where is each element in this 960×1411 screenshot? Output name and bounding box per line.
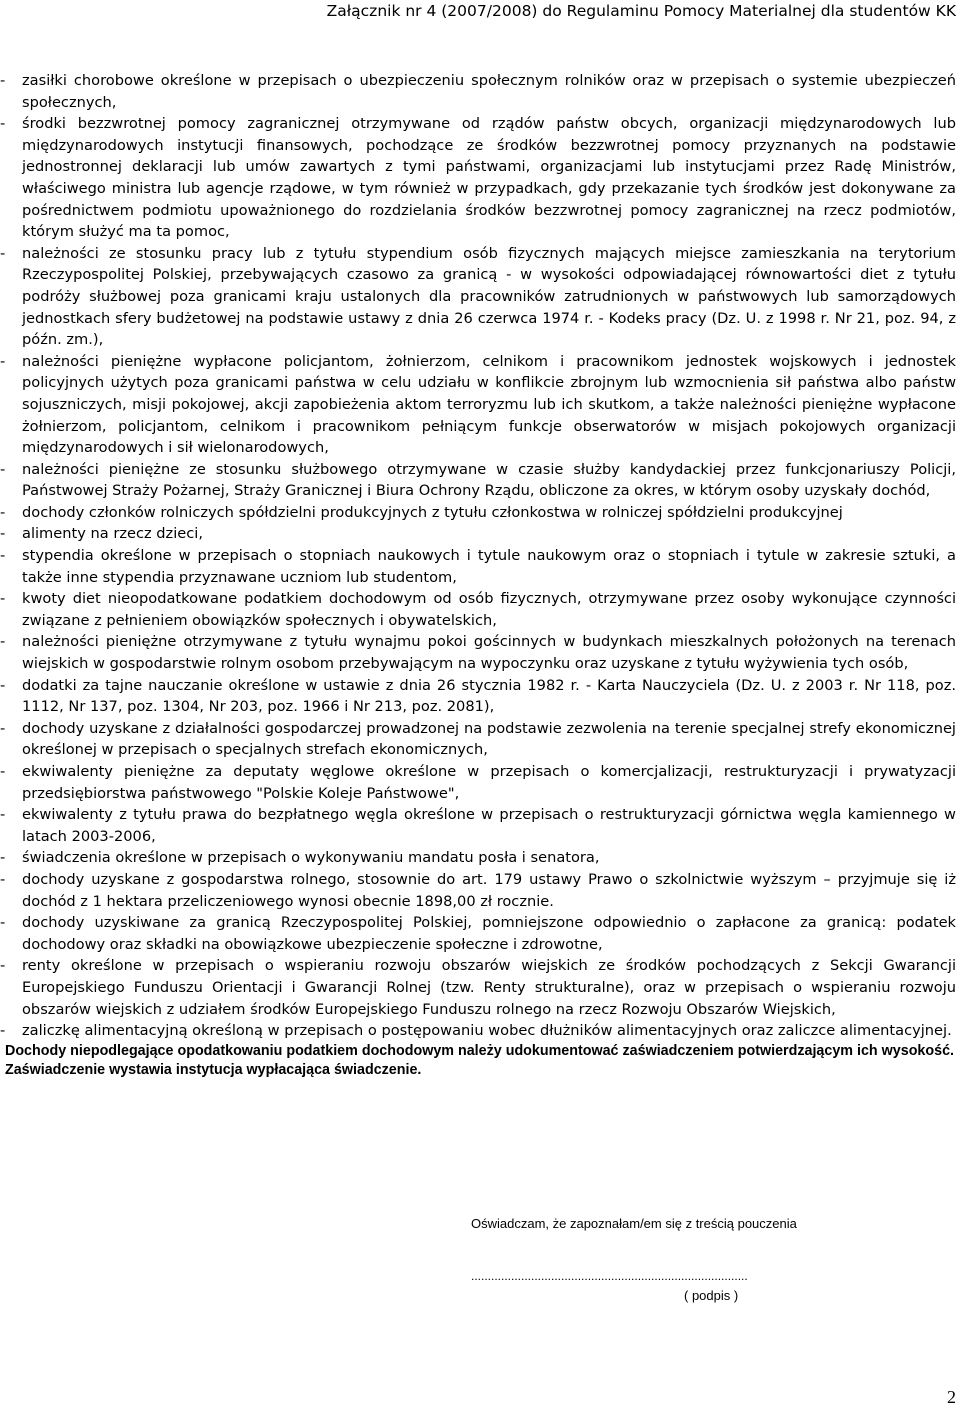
bullet-dash: - <box>0 547 6 565</box>
bullet-dash: - <box>0 719 6 737</box>
list-item <box>0 588 956 631</box>
list-item <box>0 955 956 1020</box>
list-item <box>0 718 956 761</box>
list-item-text: dochody uzyskane z gospodarstwa rolnego, stosownie do art. 179 ustawy Prawo o szkolnictwie wyższym – przyjmuje się iż dochód z 1 hektara przeliczeniowego wynosi obecnie 1898,00 zł rocznie. <box>22 870 956 910</box>
page-number: 2 <box>947 1387 956 1407</box>
list-item-text: kwoty diet nieopodatkowane podatkiem dochodowym od osób fizycznych, otrzymywane przez osoby wykonujące czynności związane z pełnieniem obowiązków społecznych i obywatelskich, <box>22 590 956 629</box>
list-item-text: renty określone w przepisach o wspieraniu rozwoju obszarów wiejskich ze środków pochodzących z Sekcji Gwarancji Europejskiego Funduszu Orientacji i Gwarancji Rolnej (tzw. Renty strukturalne), oraz w przepisach o wspieraniu rozwoju obszarów wiejskich z udziałem środków Europejskiego Funduszu rolnego na rzecz Rozwoju Obszarów Wiejskich, <box>22 957 956 1018</box>
list-item <box>0 545 956 588</box>
signature-line: ................................................................................... <box>471 1269 748 1283</box>
bullet-dash: - <box>0 590 6 608</box>
list-item <box>0 675 956 718</box>
list-item <box>0 243 956 351</box>
list-item-text: dochody uzyskane z działalności gospodarczej prowadzonej na podstawie zezwolenia na terenie specjalnej strefy ekonomicznej określonej w przepisach o specjalnych strefach ekonomicznych, <box>22 719 956 759</box>
list-item <box>0 912 956 955</box>
list-item-text: należności pieniężne ze stosunku służbowego otrzymywane w czasie służby kandydackiej przez funkcjonariuszy Policji, Państwowej Straży Pożarnej, Straży Granicznej i Biura Ochrony Rządu, obliczone za okres, w którym osoby uzyskały dochód, <box>22 460 956 500</box>
bullet-dash: - <box>0 763 6 780</box>
bullet-dash: - <box>0 957 6 975</box>
list-item <box>0 869 956 912</box>
list-item <box>0 459 956 502</box>
income-exclusions-list <box>0 70 956 1042</box>
declaration-statement: Oświadczam, że zapoznałam/em się z treścią pouczenia <box>471 1216 797 1231</box>
list-item-text: stypendia określone w przepisach o stopniach naukowych i tytule naukowym oraz o stopniach i tytule w zakresie sztuki, a także inne stypendia przyznawane uczniom lub studentom, <box>22 547 956 586</box>
list-item-text: zaliczkę alimentacyjną określoną w przepisach o postępowaniu wobec dłużników alimentacyjnych oraz zaliczce alimentacyjnej. <box>22 1022 952 1040</box>
bullet-dash: - <box>0 849 6 867</box>
list-item-text: dochody członków rolniczych spółdzielni produkcyjnych z tytułu członkostwa w rolniczej spółdzielni produkcyjnej <box>22 503 843 521</box>
bullet-dash: - <box>0 244 6 262</box>
bullet-dash: - <box>0 806 6 824</box>
list-item-text: dodatki za tajne nauczanie określone w ustawie z dnia 26 stycznia 1982 r. - Karta Nauczyciela (Dz. U. z 2003 r. Nr 118, poz. 1112, Nr 137, poz. 1304, Nr 203, poz. 1966 i Nr 213, poz. 2081), <box>22 676 956 716</box>
bullet-dash: - <box>0 115 6 133</box>
bullet-dash: - <box>0 460 6 478</box>
list-item-text: zasiłki chorobowe określone w przepisach o ubezpieczeniu społecznym rolników oraz w przepisach o systemie ubezpieczeń społecznych, <box>22 72 956 111</box>
list-item <box>0 804 956 847</box>
list-item <box>0 113 956 243</box>
list-item-text: alimenty na rzecz dzieci, <box>22 525 203 543</box>
list-item-text: ekwiwalenty pieniężne za deputaty węglowe określone w przepisach o komercjalizacji, restrukturyzacji i prywatyzacji przedsiębiorstwa państwowego "Polskie Koleje Państwowe", <box>22 763 956 802</box>
bullet-dash: - <box>0 914 6 932</box>
list-item <box>0 1020 956 1042</box>
list-item <box>0 847 956 869</box>
list-item <box>0 523 956 545</box>
list-item <box>0 502 956 524</box>
list-item-text: należności pieniężne otrzymywane z tytułu wynajmu pokoi gościnnych w budynkach mieszkalnych położonych na terenach wiejskich w gospodarstwie rolnym osobom przebywającym na wypoczynku oraz uzyskane z tytułu wyżywienia tych osób, <box>22 633 956 673</box>
signature-label: ( podpis ) <box>684 1288 739 1303</box>
bullet-dash: - <box>0 352 6 370</box>
page-header-title: Załącznik nr 4 (2007/2008) do Regulaminu Pomocy Materialnej dla studentów KK <box>326 2 956 20</box>
bullet-dash: - <box>0 870 6 888</box>
list-item <box>0 351 956 459</box>
bullet-dash: - <box>0 72 6 89</box>
list-item-text: należności ze stosunku pracy lub z tytułu stypendium osób fizycznych mających miejsce zamieszkania na terytorium Rzeczypospolitej Polskiej, przebywających czasowo za granicą - w wysokości odpowiadającej równowartości diet z tytułu podróży służbowej poza granicami kraju ustalonych dla pracowników zatrudnionych w państwowych lub samorządowych jednostkach sfery budżetowej na podstawie ustawy z dnia 26 czerwca 1974 r. - Kodeks pracy (Dz. U. z 1998 r. Nr 21, poz. 94, z późn. zm.), <box>22 244 956 349</box>
list-item-text: środki bezzwrotnej pomocy zagranicznej otrzymywane od rządów państw obcych, organizacji międzynarodowych lub międzynarodowych instytucji finansowych, pochodzące ze środków bezzwrotnej pomocy przyznanych na podstawie jednostronnej deklaracji lub umów zawartych z tymi państwami, organizacjami lub instytucjami przez Radę Ministrów, właściwego ministra lub agencje rządowe, w tym również w przypadkach, gdy przekazanie tych środków jest dokonywane za pośrednictwem podmiotu upoważnionego do rozdzielania środków bezzwrotnej pomocy zagranicznej na rzecz podmiotów, którym służyć ma ta pomoc, <box>22 115 956 241</box>
list-item <box>0 631 956 674</box>
bullet-dash: - <box>0 633 6 651</box>
bullet-dash: - <box>0 676 6 694</box>
list-item <box>0 761 956 804</box>
document-body <box>0 70 956 1080</box>
bullet-dash: - <box>0 525 6 543</box>
documentation-note: Dochody niepodlegające opodatkowaniu podatkiem dochodowym należy udokumentować zaświadczeniem potwierdzającym ich wysokość. Zaświadczenie wystawia instytucja wypłacająca świadczenie. <box>5 1042 954 1078</box>
list-item-text: świadczenia określone w przepisach o wykonywaniu mandatu posła i senatora, <box>22 849 600 867</box>
list-item <box>0 70 956 113</box>
list-item-text: dochody uzyskiwane za granicą Rzeczypospolitej Polskiej, pomniejszone odpowiednio o zapłacone za granicą: podatek dochodowy oraz składki na obowiązkowe ubezpieczenie społeczne i zdrowotne, <box>22 914 956 953</box>
list-item-text: ekwiwalenty z tytułu prawa do bezpłatnego węgla określone w przepisach o restrukturyzacji górnictwa węgla kamiennego w latach 2003-2006, <box>22 806 956 845</box>
list-item-text: należności pieniężne wypłacone policjantom, żołnierzom, celnikom i pracownikom jednostek wojskowych i jednostek policyjnych użytych poza granicami państwa w celu udziału w konflikcie zbrojnym lub wzmocnienia sił państwa albo państw sojuszniczych, misji pokojowej, akcji zapobieżenia aktom terroryzmu lub ich skutkom, a także należności pieniężne wypłacone żołnierzom, policjantom, celnikom i pracownikom pełniącym funkcje obserwatorów w misjach pokojowych organizacji międzynarodowych i sił wielonarodowych, <box>22 352 956 457</box>
bullet-dash: - <box>0 503 6 521</box>
bullet-dash: - <box>0 1022 6 1040</box>
